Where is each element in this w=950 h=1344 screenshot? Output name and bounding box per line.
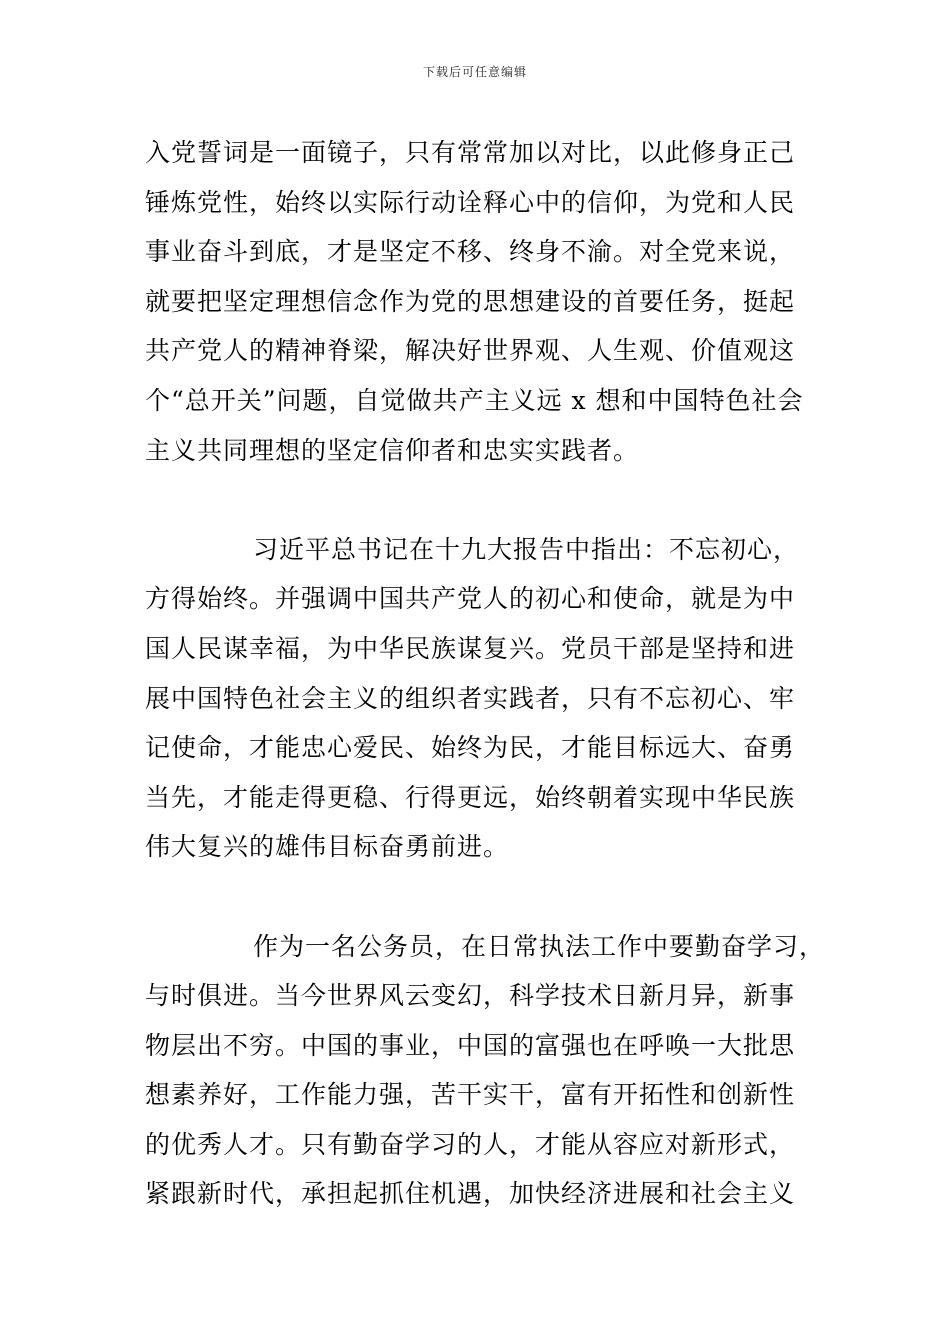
text-line: 锤炼党性，始终以实际行动诠释心中的信仰，为党和人民 bbox=[145, 187, 796, 217]
document-body bbox=[145, 128, 835, 1219]
text-line: 与时俱进。当今世界风云变幻，科学技术日新月异，新事 bbox=[145, 981, 796, 1011]
text-line: 物层出不穷。中国的事业，中国的富强也在呼唤一大批思 bbox=[145, 1030, 796, 1060]
text-line: 记使命，才能忠心爱民、始终为民，才能目标远大、奋勇 bbox=[145, 733, 796, 763]
text-line: 展中国特色社会主义的组织者实践者，只有不忘初心、牢 bbox=[145, 683, 796, 713]
text-line: 国人民谋幸福，为中华民族谋复兴。党员干部是坚持和进 bbox=[145, 633, 796, 663]
paragraph-1 bbox=[145, 128, 835, 475]
text-line-indented: 作为一名公务员，在日常执法工作中要勤奋学习， bbox=[253, 931, 826, 961]
text-line: 就要把坚定理想信念作为党的思想建设的首要任务，挺起 bbox=[145, 286, 796, 316]
text-line: 伟大复兴的雄伟目标奋勇前进。 bbox=[145, 832, 510, 862]
text-line: 个“总开关”问题，自觉做共产主义远 x 想和中国特色社会 bbox=[145, 385, 804, 415]
text-line: 的优秀人才。只有勤奋学习的人，才能从容应对新形式， bbox=[145, 1129, 796, 1159]
text-line-indented: 习近平总书记在十九大报告中指出：不忘初心， bbox=[253, 534, 800, 564]
text-line: 共产党人的精神脊梁，解决好世界观、人生观、价值观这 bbox=[145, 336, 796, 366]
text-line: 当先，才能走得更稳、行得更远，始终朝着实现中华民族 bbox=[145, 782, 796, 812]
paragraph-2 bbox=[145, 525, 835, 872]
paragraph-spacer bbox=[145, 872, 835, 922]
page-header: 下载后可任意编辑 bbox=[422, 65, 527, 79]
paragraph-spacer bbox=[145, 475, 835, 525]
text-line: 想素养好，工作能力强，苦干实干，富有开拓性和创新性 bbox=[145, 1080, 796, 1110]
paragraph-3 bbox=[145, 922, 835, 1220]
text-line: 主义共同理想的坚定信仰者和忠实实践者。 bbox=[145, 435, 640, 465]
text-line: 事业奋斗到底，才是坚定不移、终身不渝。对全党来说， bbox=[145, 237, 796, 267]
text-line: 紧跟新时代，承担起抓住机遇，加快经济进展和社会主义 bbox=[145, 1179, 796, 1209]
text-line: 入党誓词是一面镜子，只有常常加以对比，以此修身正己 bbox=[145, 138, 796, 167]
text-line: 方得始终。并强调中国共产党人的初心和使命，就是为中 bbox=[145, 584, 796, 614]
